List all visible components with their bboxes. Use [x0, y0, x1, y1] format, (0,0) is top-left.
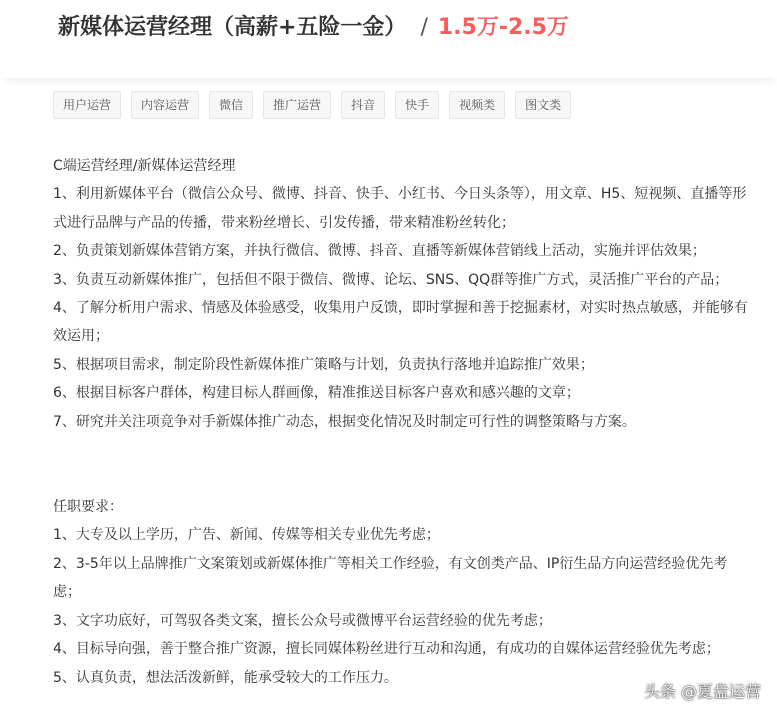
title-separator: /: [420, 15, 428, 40]
tag-promotion-ops[interactable]: 推广运营: [263, 91, 331, 119]
duties-heading: C端运营经理/新媒体运营经理: [53, 158, 236, 174]
tag-video[interactable]: 视频类: [449, 91, 505, 119]
tag-wechat[interactable]: 微信: [209, 91, 253, 119]
tag-content-ops[interactable]: 内容运营: [131, 91, 199, 119]
title-row: [58, 10, 569, 41]
duty-item: 2、负责策划新媒体营销方案，并执行微信、微博、抖音、直播等新媒体营销线上活动，实施并评估效果；: [53, 243, 706, 260]
watermark: 头条 @夏盘运营: [643, 682, 761, 701]
tag-image-text[interactable]: 图文类: [515, 91, 571, 119]
duty-item: 5、根据项目需求，制定阶段性新媒体推广策略与计划，负责执行落地并追踪推广效果；: [53, 356, 594, 373]
duty-item: 7、研究并关注项竞争对手新媒体推广动态，根据变化情况及时制定可行性的调整策略与方案。: [53, 413, 636, 430]
requirement-item: 2、3-5年以上品牌推广文案策划或新媒体推广等相关工作经验，有文创类产品、IP衍生品方向运营经验优先考虑；: [53, 555, 728, 601]
tag-user-ops[interactable]: 用户运营: [53, 91, 121, 119]
job-description: [53, 152, 753, 692]
salary-range: 1.5万-2.5万: [437, 15, 569, 40]
job-header: [0, 0, 777, 78]
job-tags: [53, 91, 571, 119]
requirement-item: 3、文字功底好，可驾驭各类文案，擅长公众号或微博平台运营经验的优先考虑；: [53, 612, 552, 629]
duty-item: 6、根据目标客户群体，构建目标人群画像，精准推送目标客户喜欢和感兴趣的文章；: [53, 385, 580, 402]
duty-item: 3、负责互动新媒体推广，包括但不限于微信、微博、论坛、SNS、QQ群等推广方式，灵活推广平台的产品；: [53, 271, 729, 288]
requirements-heading: 任职要求：: [53, 499, 123, 516]
job-title: 新媒体运营经理（高薪+五险一金）: [58, 15, 407, 40]
section-spacer: [53, 436, 753, 493]
duty-item: 4、了解分析用户需求、情感及体验感受，收集用户反馈，即时掌握和善于挖掘素材，对实时热点敏感，并能够有效运用；: [53, 300, 748, 345]
tag-douyin[interactable]: 抖音: [341, 91, 385, 119]
requirement-item: 4、目标导向强，善于整合推广资源，擅长同媒体粉丝进行互动和沟通，有成功的自媒体运营经验优先考虑；: [53, 641, 720, 658]
duty-item: 1、利用新媒体平台（微信公众号、微博、抖音、快手、小红书、今日头条等），用文章、H5、短视频、直播等形式进行品牌与产品的传播，带来粉丝增长、引发传播，带来精准粉丝转化；: [53, 186, 747, 231]
requirement-item: 1、大专及以上学历，广告、新闻、传媒等相关专业优先考虑；: [53, 527, 440, 544]
tag-kuaishou[interactable]: 快手: [395, 91, 439, 119]
requirement-item: 5、认真负责，想法活泼新鲜，能承受较大的工作压力。: [53, 669, 398, 686]
